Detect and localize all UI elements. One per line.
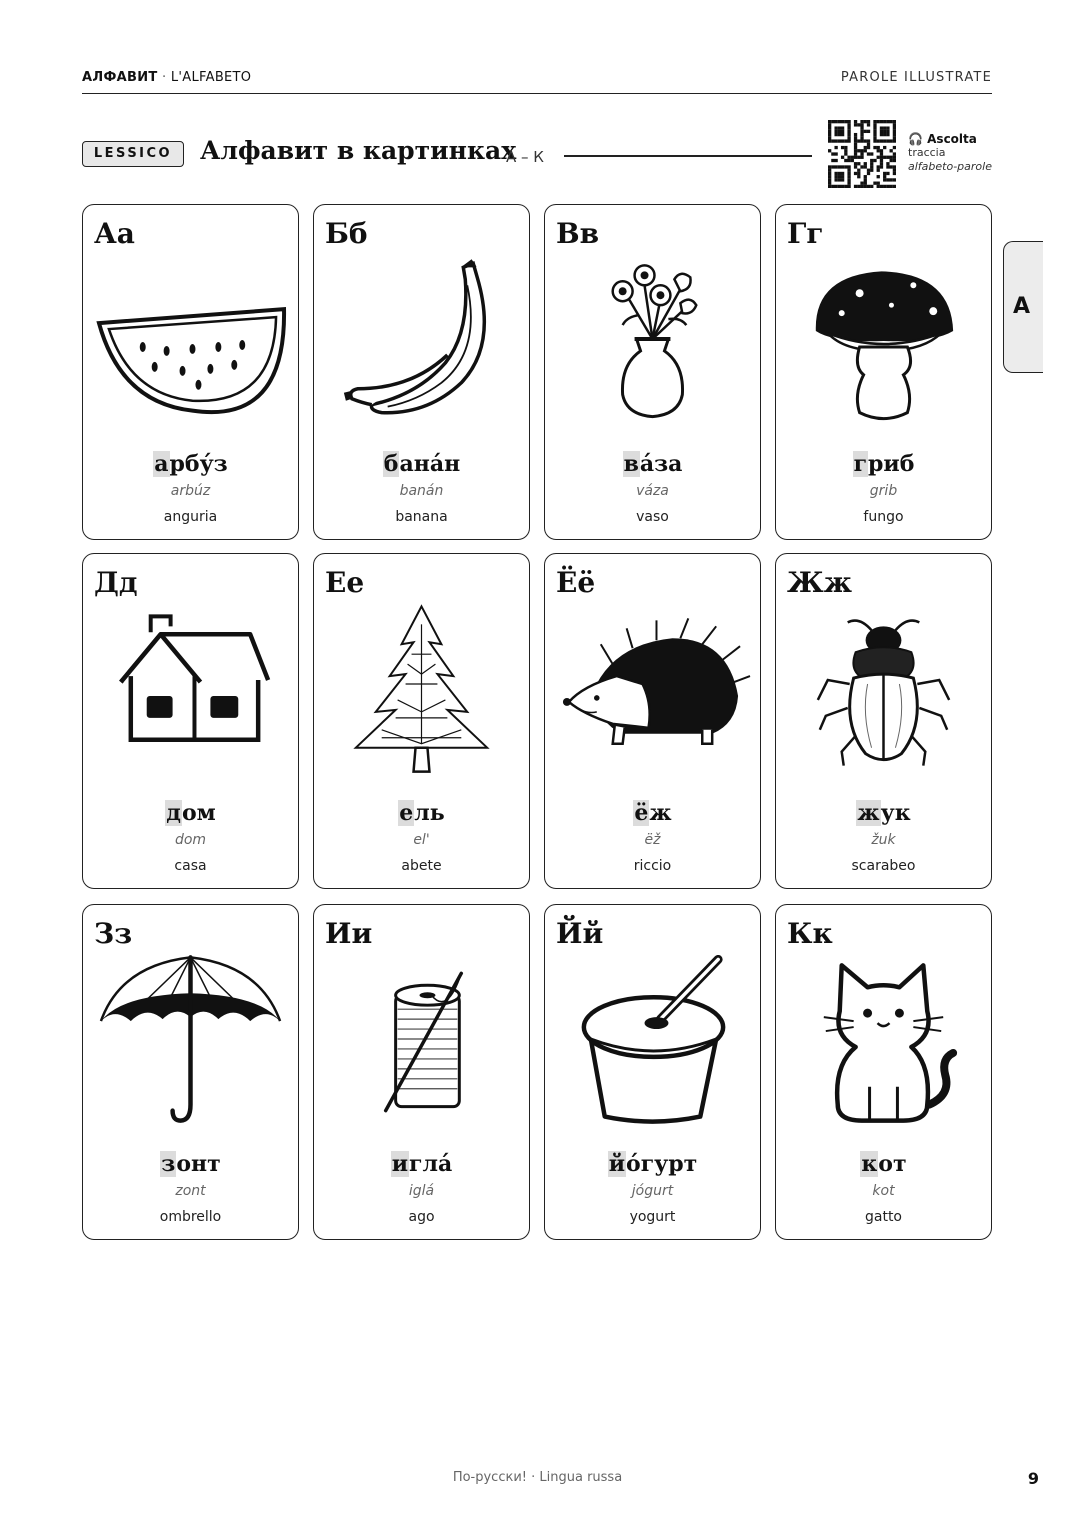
card-meaning: fungo <box>863 509 904 525</box>
alphabet-card <box>313 553 530 889</box>
card-transliteration: ëž <box>644 832 661 848</box>
card-letter: Ее <box>325 566 365 599</box>
card-meaning: abete <box>401 858 442 874</box>
card-meaning: scarabeo <box>851 858 916 874</box>
banana-icon <box>322 255 521 427</box>
card-letter: Ёё <box>556 566 596 599</box>
alphabet-card <box>544 204 761 540</box>
alphabet-card <box>775 553 992 889</box>
mushroom-icon <box>784 255 983 427</box>
card-letter: Йй <box>556 917 604 950</box>
card-meaning: vaso <box>636 509 669 525</box>
card-word: гриб <box>853 451 915 477</box>
audio-link[interactable]: 🎧 Ascolta traccia alfabeto-parole <box>908 132 992 173</box>
title-row <box>82 120 992 192</box>
card-word: ёж <box>634 800 672 826</box>
umbrella-icon <box>91 955 290 1127</box>
title-range: А – К <box>506 148 544 166</box>
card-transliteration: el' <box>413 832 430 848</box>
vase-icon <box>553 255 752 427</box>
fir-tree-icon <box>322 604 521 776</box>
card-word: игла́ <box>391 1151 453 1177</box>
page-number: 9 <box>1027 1469 1039 1488</box>
card-transliteration: jógurt <box>631 1183 674 1199</box>
card-meaning: casa <box>174 858 207 874</box>
card-letter: Гг <box>787 217 824 250</box>
title-divider <box>564 155 812 157</box>
card-transliteration: zont <box>175 1183 206 1199</box>
card-transliteration: banán <box>399 483 444 499</box>
card-word: ва́за <box>623 451 683 477</box>
page-title: Алфавит в картинках <box>200 136 517 165</box>
card-meaning: gatto <box>864 1209 902 1225</box>
alphabet-card <box>82 904 299 1240</box>
watermelon-icon <box>91 255 290 427</box>
card-word: ель <box>399 800 445 826</box>
lessico-badge: LESSICO <box>82 141 184 167</box>
card-letter: Вв <box>556 217 600 250</box>
card-letter: Кк <box>787 917 833 950</box>
card-word: зонт <box>161 1151 221 1177</box>
card-word: жук <box>857 800 911 826</box>
card-word: бана́н <box>383 451 461 477</box>
beetle-icon <box>784 604 983 776</box>
section-right-label: PAROLE ILLUSTRATE <box>840 70 992 85</box>
alphabet-card <box>313 904 530 1240</box>
card-letter: Жж <box>787 566 853 599</box>
card-transliteration: dom <box>174 832 207 848</box>
card-transliteration: arbúz <box>170 483 211 499</box>
cat-icon <box>784 955 983 1127</box>
alphabet-card <box>544 553 761 889</box>
card-letter: Аа <box>94 217 135 250</box>
alphabet-card <box>544 904 761 1240</box>
section-label: АЛФАВИТ · L'ALFABETO <box>82 70 252 85</box>
hedgehog-icon <box>553 604 752 776</box>
qr-code-icon[interactable] <box>828 120 896 188</box>
needle-thread-icon <box>322 955 521 1127</box>
alphabet-card <box>82 204 299 540</box>
card-word: кот <box>861 1151 907 1177</box>
footer-text: По-русски! · Lingua russa <box>452 1470 623 1485</box>
card-meaning: yogurt <box>629 1209 676 1225</box>
card-letter: Дд <box>94 566 138 599</box>
running-head <box>82 68 992 94</box>
card-transliteration: iglá <box>408 1183 435 1199</box>
card-transliteration: váza <box>636 483 669 499</box>
alphabet-card <box>775 904 992 1240</box>
card-transliteration: žuk <box>871 832 896 848</box>
card-word: дом <box>166 800 216 826</box>
alphabet-card <box>82 553 299 889</box>
house-icon <box>91 604 290 776</box>
alphabet-card-grid <box>82 204 992 1240</box>
card-meaning: ombrello <box>159 1209 222 1225</box>
card-letter: Бб <box>325 217 368 250</box>
card-meaning: ago <box>408 1209 435 1225</box>
card-letter: Ии <box>325 917 373 950</box>
alphabet-card <box>775 204 992 540</box>
card-meaning: anguria <box>163 509 218 525</box>
yogurt-icon <box>553 955 752 1127</box>
headphones-icon: 🎧 <box>908 132 923 146</box>
card-meaning: riccio <box>633 858 672 874</box>
alphabet-card <box>313 204 530 540</box>
card-word: йо́гурт <box>608 1151 698 1177</box>
card-transliteration: grib <box>869 483 898 499</box>
side-letter-tab[interactable]: А <box>1003 241 1043 373</box>
card-transliteration: kot <box>872 1183 895 1199</box>
card-word: арбу́з <box>154 451 228 477</box>
card-meaning: banana <box>395 509 448 525</box>
card-letter: Зз <box>94 917 133 950</box>
